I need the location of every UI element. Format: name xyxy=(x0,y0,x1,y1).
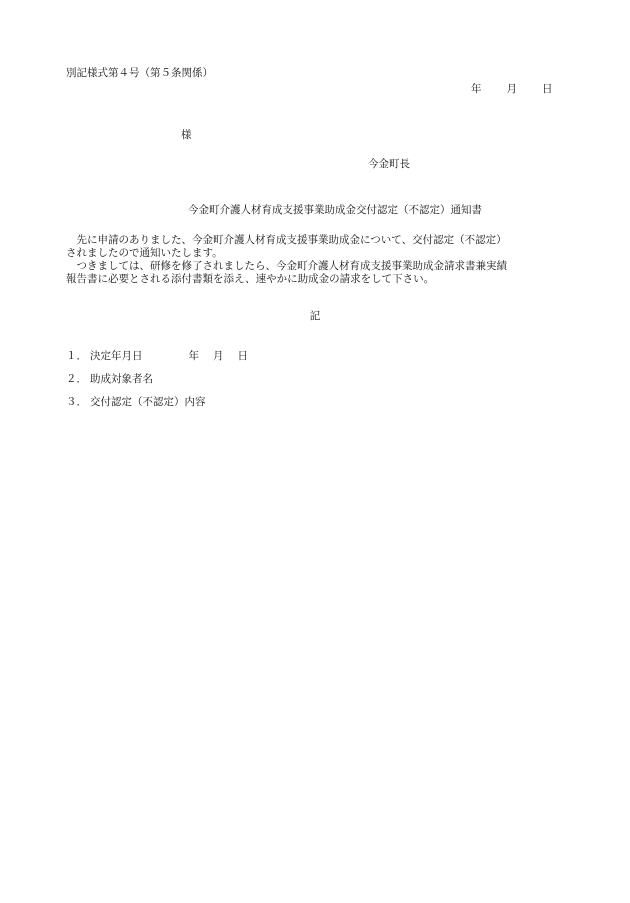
list-item-decision-date xyxy=(66,349,248,363)
issue-date xyxy=(471,82,553,96)
item-number: ３． xyxy=(66,396,87,408)
ki-heading: 記 xyxy=(309,310,321,322)
body-line: 報告書に必要とされる添付書類を添え、速やかに助成金の請求をして下さい。 xyxy=(66,273,435,285)
decision-date xyxy=(189,349,249,363)
issue-date-day: 日 xyxy=(542,83,553,95)
decision-date-day: 日 xyxy=(237,350,248,362)
issue-date-year: 年 xyxy=(471,83,482,95)
sender-name: 今金町長 xyxy=(368,158,410,170)
decision-date-month: 月 xyxy=(213,350,224,362)
decision-date-year: 年 xyxy=(188,350,199,362)
body-line: つきましては、研修を修了されましたら、今金町介護人材育成支援事業助成金請求書兼実績 xyxy=(66,260,507,272)
recipient-suffix: 様 xyxy=(181,129,192,141)
form-number: 別記様式第４号（第５条関係） xyxy=(66,67,213,79)
item-number: ２． xyxy=(66,373,87,385)
document-title: 今金町介護人材育成支援事業助成金交付認定（不認定）通知書 xyxy=(188,204,482,216)
list-item-recipient-name xyxy=(66,372,248,386)
item-list xyxy=(66,349,248,418)
issue-date-month: 月 xyxy=(506,83,517,95)
body-line: 先に申請のありました、今金町介護人材育成支援事業助成金について、交付認定（不認定） xyxy=(66,234,507,246)
item-label: 助成対象者名 xyxy=(90,373,153,385)
item-number: １． xyxy=(66,350,87,362)
item-label: 決定年月日 xyxy=(90,350,143,362)
body-line: されましたので通知いたします。 xyxy=(66,247,223,259)
item-label: 交付認定（不認定）内容 xyxy=(90,396,206,408)
list-item-grant-content xyxy=(66,395,248,409)
body-text xyxy=(66,234,566,286)
